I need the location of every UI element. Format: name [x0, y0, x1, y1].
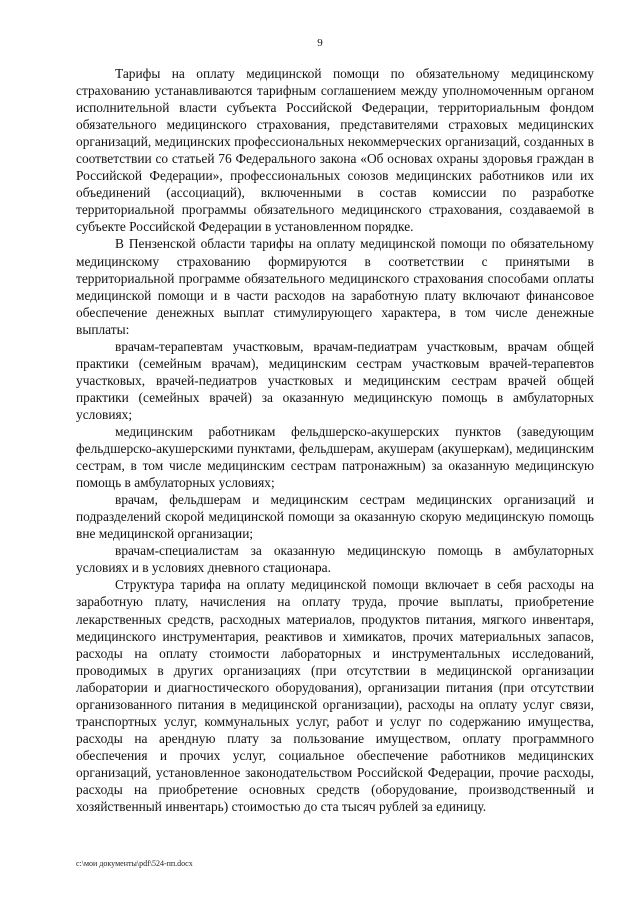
- paragraph-penza-tariffs: В Пензенской области тарифы на оплату медицинской помощи по обязательному медицинскому страхованию формируются в соответствии с принятыми в территориальной программе обязательного медицинского страхования способами оплаты медицинской помощи и в части расходов на заработную плату включают финансовое обеспечение денежных выплат стимулирующего характера, в том числе денежные выплаты:: [76, 236, 594, 337]
- footer-file-path: c:\мои документы\pdf\524-пп.docx: [76, 859, 193, 868]
- page-number: 9: [317, 37, 323, 49]
- list-item-specialists: врачам-специалистам за оказанную медицинскую помощь в амбулаторных условиях и в условиях дневного стационара.: [76, 543, 594, 576]
- list-item-district-physicians: врачам-терапевтам участковым, врачам-педиатрам участковым, врачам общей практики (семейным врачам), медицинским сестрам участковым врачей-терапевтов участковых, врачей-педиатров участковых и медицинским сестрам врачей общей практики (семейных врачей) за оказанную медицинскую помощь в амбулаторных условиях;: [76, 338, 594, 422]
- list-item-ambulance-staff: врачам, фельдшерам и медицинским сестрам медицинских организаций и подразделений скорой медицинской помощи за оказанную скорую медицинскую помощь вне медицинской организации;: [76, 492, 594, 542]
- paragraph-tariff-structure: Структура тарифа на оплату медицинской помощи включает в себя расходы на заработную плату, начисления на оплату труда, прочие выплаты, приобретение лекарственных средств, расходных материалов, продуктов питания, мягкого инвентаря, медицинского инструментария, реактивов и химикатов, прочих материальных запасов, расходы на оплату стоимости лабораторных и инструментальных исследований, проводимых в других организациях (при отсутствии в медицинской организации лаборатории и диагностического оборудования), организации питания (при отсутствии организованного питания в медицинской организации), расходы на оплату услуг связи, транспортных услуг, коммунальных услуг, работ и услуг по содержанию имущества, расходы на арендную плату за пользование имуществом, оплату программного обеспечения и прочих услуг, социальное обеспечение работников медицинских организаций, установленное законодательством Российской Федерации, прочие расходы, расходы на приобретение основных средств (оборудование, производственный и хозяйственный инвентарь) стоимостью до ста тысяч рублей за единицу.: [76, 577, 594, 815]
- list-item-feldsher-stations: медицинским работникам фельдшерско-акушерских пунктов (заведующим фельдшерско-акушерскими пунктами, фельдшерам, акушерам (акушеркам), медицинским сестрам, в том числе медицинским сестрам патронажным) за оказанную медицинскую помощь в амбулаторных условиях;: [76, 423, 594, 491]
- paragraph-tariff-agreement: Тарифы на оплату медицинской помощи по обязательному медицинскому страхованию устанавливаются тарифным соглашением между уполномоченным органом исполнительной власти субъекта Российской Федерации, территориальным фондом обязательного медицинского страхования, представителями страховых медицинских организаций, медицинских профессиональных некоммерческих организаций, созданных в соответствии со статьей 76 Федерального закона «Об основах охраны здоровья граждан в Российской Федерации», профессиональных союзов медицинских работников или их объединений (ассоциаций), включенными в состав комиссии по разработке территориальной программы обязательного медицинского страхования, создаваемой в субъекте Российской Федерации в установленном порядке.: [76, 66, 594, 235]
- document-body: [76, 65, 594, 815]
